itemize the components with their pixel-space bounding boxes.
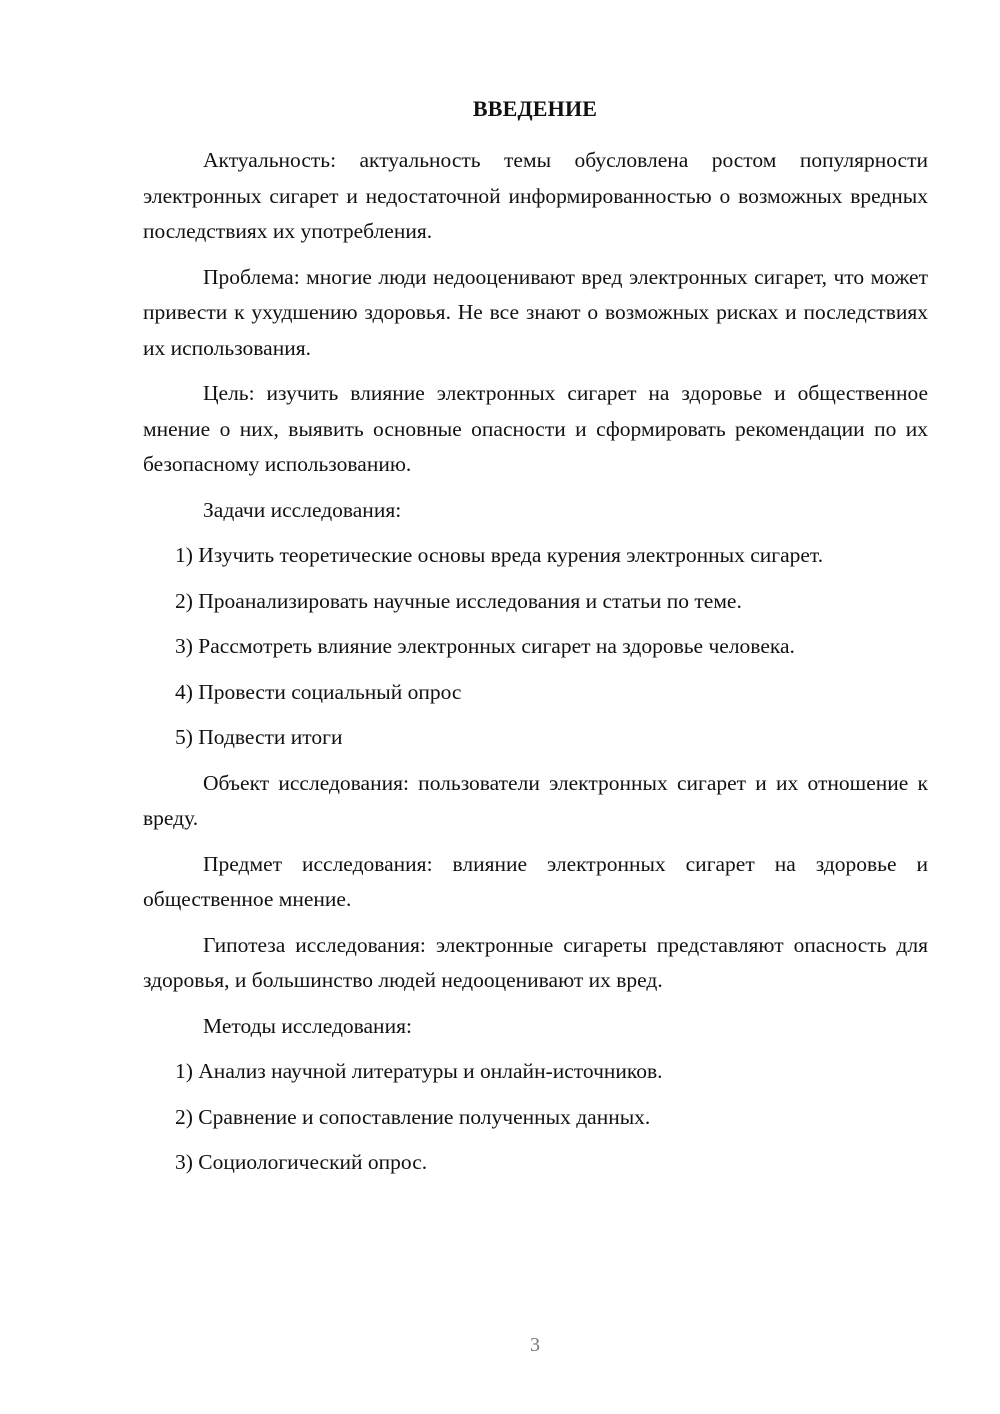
task-item-5: 5) Подвести итоги xyxy=(175,725,343,749)
task-item-1: 1) Изучить теоретические основы вреда курения электронных сигарет. xyxy=(175,543,824,567)
goal-paragraph: Цель: изучить влияние электронных сигарет на здоровье и общественное мнение о них, выявить основные опасности и сформировать рекомендации по их безопасному использованию. xyxy=(143,381,928,476)
relevance-paragraph: Актуальность: актуальность темы обусловлена ростом популярности электронных сигарет и недостаточной информированностью о возможных вредных последствиях их употребления. xyxy=(143,148,928,243)
task-item-4: 4) Провести социальный опрос xyxy=(175,679,462,704)
methods-heading: Методы исследования: xyxy=(203,1013,412,1038)
problem-paragraph: Проблема: многие люди недооценивают вред электронных сигарет, что может привести к ухудшению здоровья. Не все знают о возможных рисках и последствиях их использования. xyxy=(143,264,928,360)
hypothesis-paragraph: Гипотеза исследования: электронные сигареты представляют опасность для здоровья, и большинство людей недооценивают их вред. xyxy=(143,932,928,992)
method-item-1: 1) Анализ научной литературы и онлайн-источников. xyxy=(175,1059,663,1083)
method-item-2: 2) Сравнение и сопоставление полученных данных. xyxy=(175,1104,651,1129)
page-title: ВВЕДЕНИЕ xyxy=(472,96,598,121)
method-item-3: 3) Социологический опрос. xyxy=(175,1150,428,1174)
task-item-2: 2) Проанализировать научные исследования и статьи по теме. xyxy=(175,588,742,613)
page-number: 3 xyxy=(530,1334,540,1356)
tasks-heading: Задачи исследования: xyxy=(203,497,402,522)
object-paragraph: Объект исследования: пользователи электронных сигарет и их отношение к вреду. xyxy=(143,770,928,830)
document-body xyxy=(143,143,928,1191)
task-item-3: 3) Рассмотреть влияние электронных сигарет на здоровье человека. xyxy=(175,634,795,658)
subject-paragraph: Предмет исследования: влияние электронных сигарет на здоровье и общественное мнение. xyxy=(143,851,928,911)
